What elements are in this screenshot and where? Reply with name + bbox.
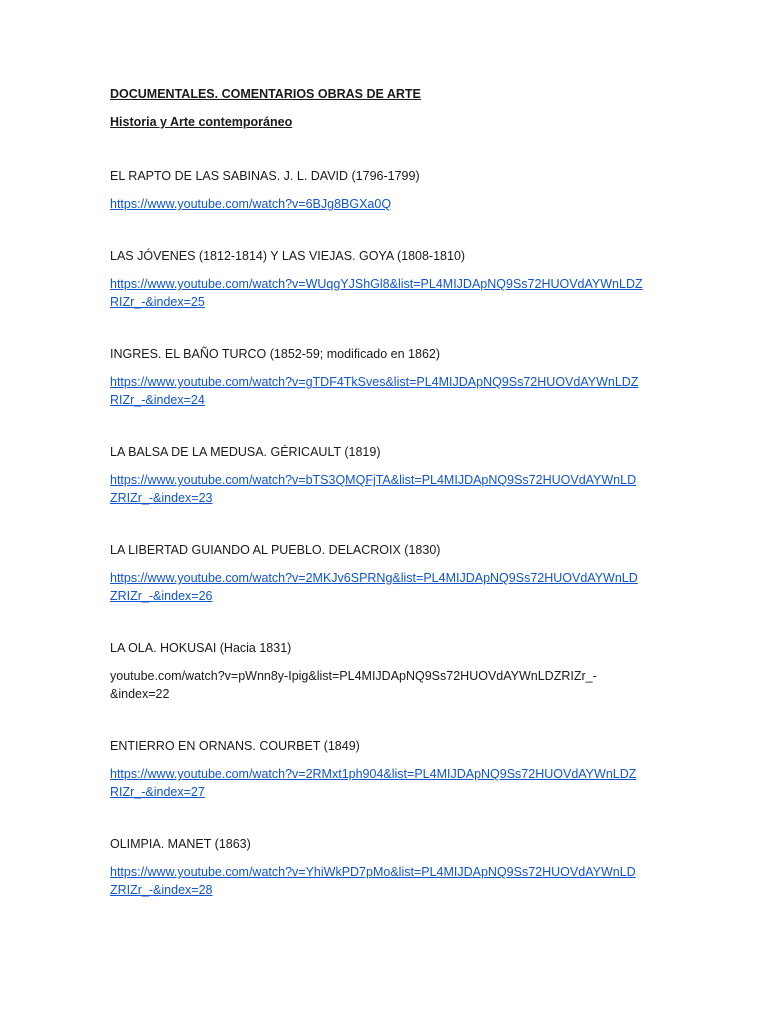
entry-rapto-sabinas <box>110 168 670 213</box>
document-title: DOCUMENTALES. COMENTARIOS OBRAS DE ARTE <box>110 87 421 101</box>
document-content <box>110 86 670 934</box>
entry-title: INGRES. EL BAÑO TURCO (1852-59; modificado en 1862) <box>110 347 441 361</box>
link-line: RIZr_-&index=25 <box>110 295 205 309</box>
link-line: ZRIZr_-&index=26 <box>110 589 213 603</box>
entry-la-ola <box>110 640 670 703</box>
video-link[interactable] <box>110 373 662 409</box>
link-line: RIZr_-&index=27 <box>110 785 205 799</box>
entry-title: ENTIERRO EN ORNANS. COURBET (1849) <box>110 739 360 753</box>
entry-title: LA LIBERTAD GUIANDO AL PUEBLO. DELACROIX (1830) <box>110 543 441 557</box>
link-line: RIZr_-&index=24 <box>110 393 205 407</box>
link-line: https://www.youtube.com/watch?v=6BJg8BGXa0Q <box>110 197 392 211</box>
entry-title: OLIMPIA. MANET (1863) <box>110 837 251 851</box>
entry-entierro-ornans <box>110 738 670 801</box>
plain-video-url <box>110 667 662 703</box>
link-line: https://www.youtube.com/watch?v=2RMxt1ph904&list=PL4MIJDApNQ9Ss72HUOVdAYWnLDZ <box>110 767 637 781</box>
entry-olimpia <box>110 836 670 899</box>
link-line: https://www.youtube.com/watch?v=WUqgYJShGl8&list=PL4MIJDApNQ9Ss72HUOVdAYWnLDZ <box>110 277 643 291</box>
entry-title: LA OLA. HOKUSAI (Hacia 1831) <box>110 641 292 655</box>
entry-balsa-medusa <box>110 444 670 507</box>
video-link[interactable] <box>110 863 662 899</box>
link-line: ZRIZr_-&index=28 <box>110 883 213 897</box>
link-line: https://www.youtube.com/watch?v=gTDF4TkSves&list=PL4MIJDApNQ9Ss72HUOVdAYWnLDZ <box>110 375 639 389</box>
entry-jovenes-viejas <box>110 248 670 311</box>
document-subtitle: Historia y Arte contemporáneo <box>110 115 293 129</box>
video-link[interactable] <box>110 471 662 507</box>
link-line: https://www.youtube.com/watch?v=2MKJv6SPRNg&list=PL4MIJDApNQ9Ss72HUOVdAYWnLD <box>110 571 638 585</box>
link-line: ZRIZr_-&index=23 <box>110 491 213 505</box>
video-link[interactable] <box>110 275 662 311</box>
entry-title: LAS JÓVENES (1812-1814) Y LAS VIEJAS. GOYA (1808-1810) <box>110 249 466 263</box>
link-line: https://www.youtube.com/watch?v=YhiWkPD7pMo&list=PL4MIJDApNQ9Ss72HUOVdAYWnLD <box>110 865 636 879</box>
entry-title: LA BALSA DE LA MEDUSA. GÉRICAULT (1819) <box>110 445 381 459</box>
entry-libertad-pueblo <box>110 542 670 605</box>
entry-bano-turco <box>110 346 670 409</box>
link-line: https://www.youtube.com/watch?v=bTS3QMQFjTA&list=PL4MIJDApNQ9Ss72HUOVdAYWnLD <box>110 473 637 487</box>
link-line: &index=22 <box>110 687 170 701</box>
link-line: youtube.com/watch?v=pWnn8y-Ipig&list=PL4MIJDApNQ9Ss72HUOVdAYWnLDZRIZr_- <box>110 669 597 683</box>
video-link[interactable] <box>110 569 662 605</box>
entry-title: EL RAPTO DE LAS SABINAS. J. L. DAVID (1796-1799) <box>110 169 420 183</box>
video-link[interactable] <box>110 195 662 213</box>
video-link[interactable] <box>110 765 662 801</box>
